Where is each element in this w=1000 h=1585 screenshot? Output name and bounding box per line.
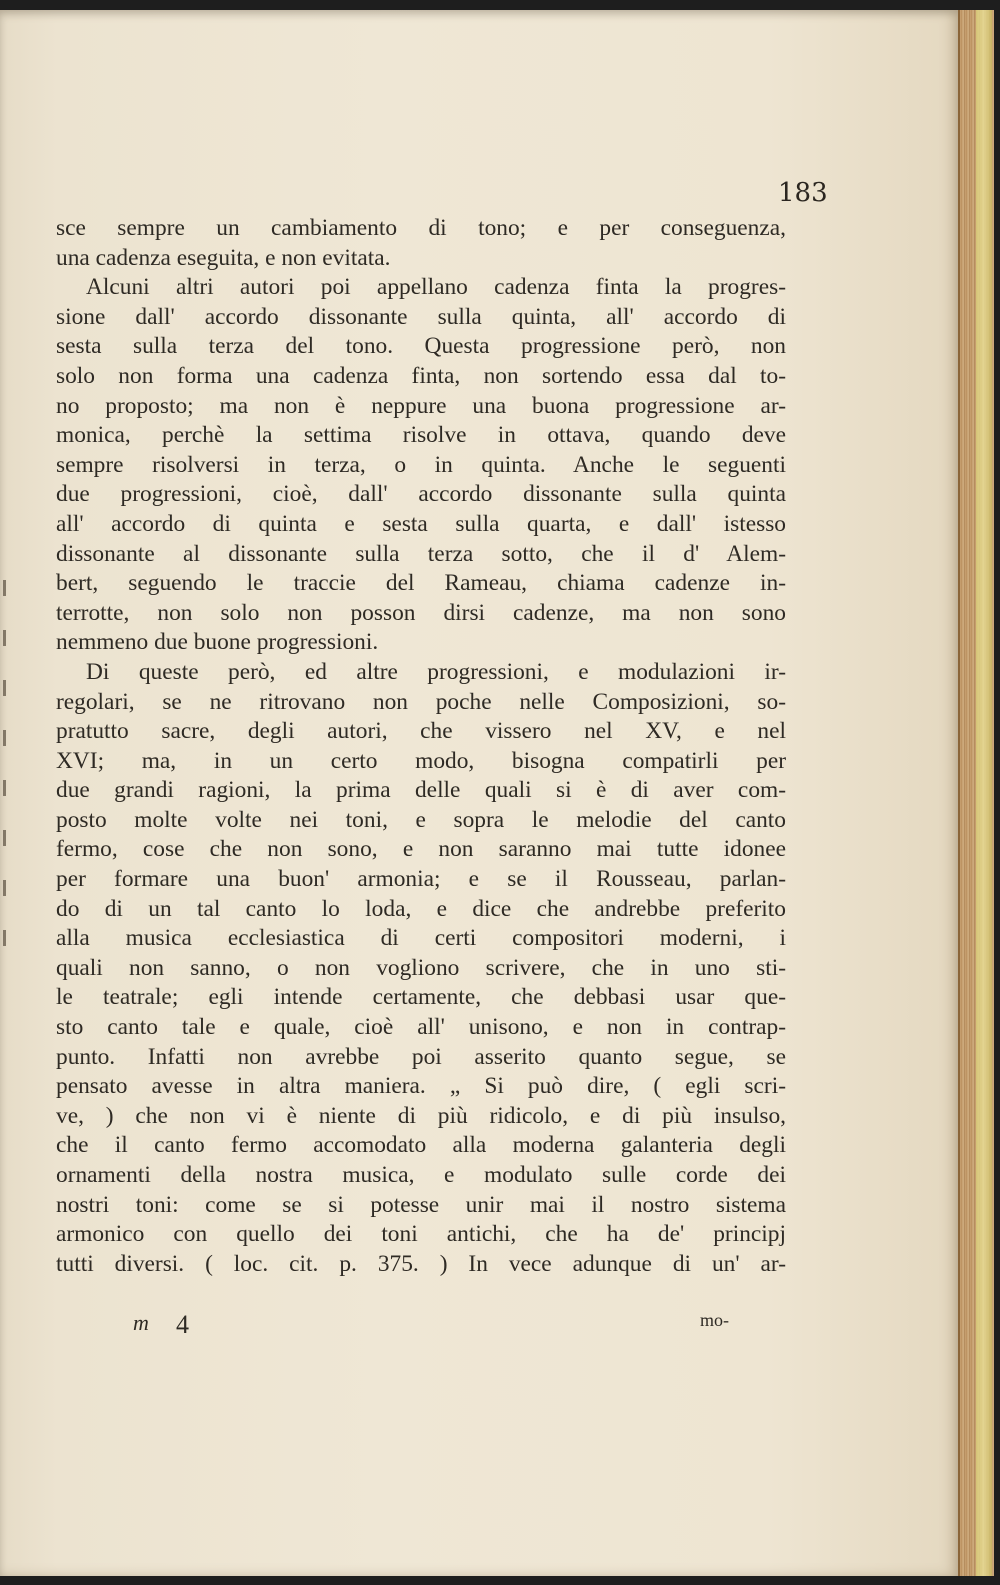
text-line: punto. Infatti non avrebbe poi asserito quanto segue, se	[56, 1043, 786, 1070]
text-line: regolari, se ne ritrovano non poche nelle Composizioni, so-	[56, 688, 786, 715]
text-line: armonico con quello dei toni antichi, che ha de' principj	[56, 1221, 786, 1248]
text-line: ve, ) che non vi è niente di più ridicolo, e di più insulso,	[56, 1102, 786, 1129]
page-number: 183	[778, 178, 828, 208]
text-line: bert, seguendo le traccie del Rameau, chiama cadenze in-	[56, 570, 786, 597]
text-line: quali non sanno, o non vogliono scrivere, che in uno sti-	[56, 954, 786, 981]
text-line: ornamenti della nostra musica, e modulato sulle corde dei	[56, 1162, 786, 1188]
text-line: posto molte volte nei toni, e sopra le melodie del canto	[56, 806, 786, 833]
binding-tape	[976, 10, 992, 1576]
body-text	[56, 214, 786, 1279]
text-line: pratutto sacre, degli autori, che vissero nel XV, e nel	[56, 718, 786, 745]
text-line: nemmeno due buone progressioni.	[56, 629, 379, 656]
gutter-marks	[0, 580, 8, 980]
text-line: sce sempre un cambiamento di tono; e per conseguenza,	[56, 215, 786, 241]
text-line: solo non forma una cadenza finta, non sortendo essa dal to-	[56, 362, 786, 389]
text-line: una cadenza eseguita, e non evitata.	[56, 244, 391, 271]
text-line: fermo, cose che non sono, e non saranno mai tutte idonee	[56, 836, 786, 863]
text-line: monica, perchè la settima risolve in ottava, quando deve	[56, 422, 786, 449]
text-line: terrotte, non solo non posson dirsi cadenze, ma non sono	[56, 599, 786, 626]
text-line: sesta sulla terza del tono. Questa progressione però, non	[56, 333, 786, 360]
text-line: sto canto tale e quale, cioè all' unisono, e non in contrap-	[56, 1014, 786, 1041]
text-line: alla musica ecclesiastica di certi compositori moderni, i	[56, 925, 786, 952]
text-line: dissonante al dissonante sulla terza sotto, che il d' Alem-	[56, 540, 786, 567]
text-line: sione dall' accordo dissonante sulla quinta, all' accordo di	[56, 303, 786, 330]
signature-mark: m	[133, 1310, 149, 1335]
text-line: do di un tal canto lo loda, e dice che andrebbe preferito	[56, 895, 786, 922]
catchword: mo-	[700, 1310, 729, 1330]
text-line: pensato avesse in altra maniera. „ Si può dire, ( egli scri-	[56, 1073, 786, 1100]
text-line: tutti diversi. ( loc. cit. p. 375. ) In vece adunque di un' ar-	[56, 1250, 786, 1277]
text-line: Di queste però, ed altre progressioni, e modulazioni ir-	[86, 658, 786, 685]
signature-number: 4	[176, 1310, 189, 1339]
text-line: che il canto fermo accomodato alla moderna galanteria degli	[56, 1132, 786, 1159]
text-line: nostri toni: come se si potesse unir mai il nostro sistema	[56, 1191, 786, 1218]
text-line: Alcuni altri autori poi appellano cadenza finta la progres-	[86, 274, 786, 301]
text-line: le teatrale; egli intende certamente, che debbasi usar que-	[56, 984, 786, 1011]
text-line: due progressioni, cioè, dall' accordo dissonante sulla quinta	[56, 481, 786, 508]
text-line: no proposto; ma non è neppure una buona progressione ar-	[56, 392, 786, 419]
text-line: due grandi ragioni, la prima delle quali si è di aver com-	[56, 777, 786, 804]
text-line: XVI; ma, in un certo modo, bisogna compatirli per	[56, 747, 786, 774]
text-line: per formare una buon' armonia; e se il Rousseau, parlan-	[56, 866, 786, 893]
text-line: all' accordo di quinta e sesta sulla quarta, e dall' istesso	[56, 510, 786, 537]
text-line: sempre risolversi in terza, o in quinta. Anche le seguenti	[56, 451, 786, 478]
